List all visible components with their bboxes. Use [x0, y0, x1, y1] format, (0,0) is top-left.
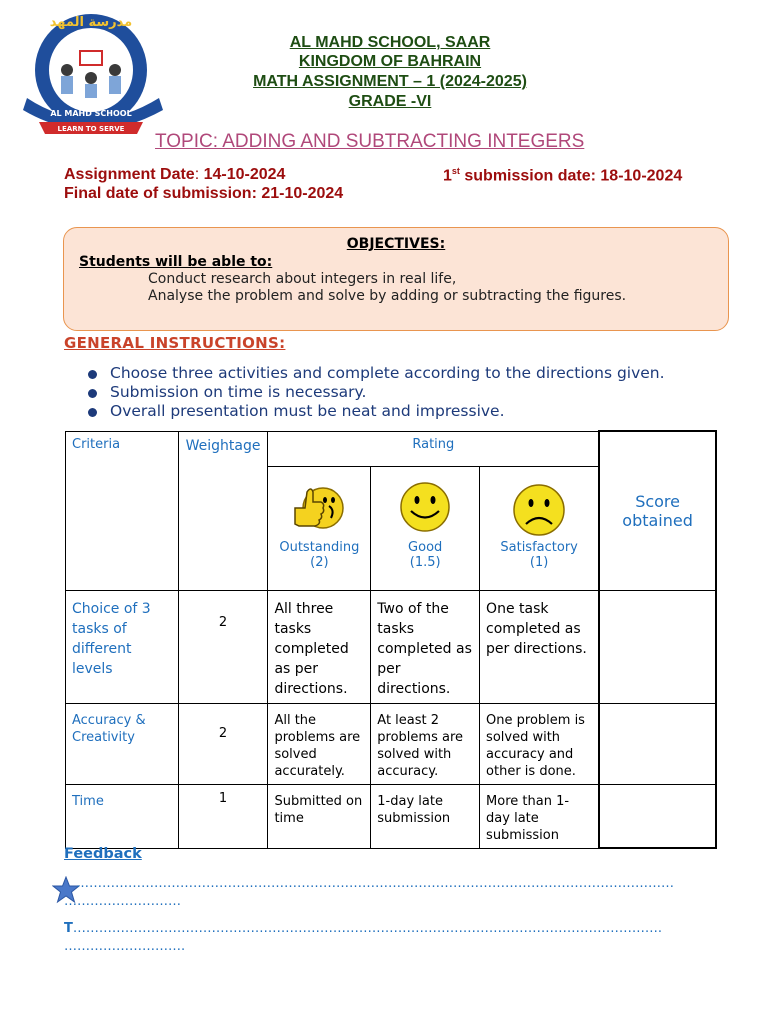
- rating-outstanding: Outstanding (2): [268, 466, 371, 590]
- criteria-cell: Time: [66, 784, 179, 848]
- feedback-line[interactable]: ……………………….: [64, 939, 186, 954]
- assignment-title: MATH ASSIGNMENT – 1 (2024-2025): [253, 73, 527, 90]
- first-submission-date: 1st submission date: 18-10-2024: [443, 166, 683, 185]
- list-item: Submission on time is necessary.: [86, 383, 665, 402]
- weight-cell: 1: [178, 784, 268, 848]
- school-logo: [23, 10, 173, 138]
- thumbs-up-icon: [291, 480, 347, 534]
- good-cell: At least 2 problems are solved with accuracy.: [371, 703, 480, 784]
- score-header: Score obtained: [599, 431, 716, 590]
- assignment-date: Assignment Date: 14-10-2024: [64, 166, 286, 183]
- list-item: Overall presentation must be neat and impressive.: [86, 402, 665, 421]
- logo-motto: LEARN TO SERVE: [57, 125, 125, 133]
- criteria-cell: Accuracy & Creativity: [66, 703, 179, 784]
- outstanding-cell: All the problems are solved accurately.: [268, 703, 371, 784]
- svg-text:مدرسة المهد: مدرسة المهد: [49, 15, 133, 30]
- weight-cell: 2: [178, 703, 268, 784]
- good-cell: Two of the tasks completed as per directions.: [371, 590, 480, 703]
- table-row: [66, 784, 717, 848]
- objective-item: Conduct research about integers in real life,: [148, 271, 457, 287]
- bullet-icon: [88, 370, 97, 379]
- weight-cell: 2: [178, 590, 268, 703]
- school-country: KINGDOM OF BAHRAIN: [298, 53, 482, 70]
- score-cell[interactable]: [599, 590, 716, 703]
- bullet-icon: [88, 389, 97, 398]
- rubric-table: [65, 430, 717, 849]
- list-item: Choose three activities and complete according to the directions given.: [86, 364, 665, 383]
- good-cell: 1-day late submission: [371, 784, 480, 848]
- feedback-title: Feedback: [64, 846, 142, 862]
- objective-item: Analyse the problem and solve by adding or subtracting the figures.: [148, 288, 627, 304]
- bullet-icon: [88, 408, 97, 417]
- outstanding-cell: All three tasks completed as per directions.: [268, 590, 371, 703]
- table-row: [66, 590, 717, 703]
- table-row: [66, 703, 717, 784]
- rating-header: Rating: [268, 431, 599, 466]
- score-cell[interactable]: [599, 784, 716, 848]
- instructions-list: [86, 364, 665, 421]
- score-cell[interactable]: [599, 703, 716, 784]
- logo-school-name: AL MAHD SCHOOL: [50, 109, 132, 118]
- feedback-line[interactable]: ………………………: [64, 894, 181, 909]
- criteria-header: Criteria: [66, 431, 179, 590]
- topic-title: TOPIC: ADDING AND SUBTRACTING INTEGERS: [155, 131, 585, 152]
- school-name: AL MAHD SCHOOL, SAAR: [289, 34, 491, 51]
- outstanding-cell: Submitted on time: [268, 784, 371, 848]
- grade: GRADE -VI: [348, 93, 432, 110]
- criteria-cell: Choice of 3 tasks of different levels: [66, 590, 179, 703]
- objectives-lead: Students will be able to:: [79, 254, 273, 270]
- satisfactory-cell: More than 1-day late submission: [480, 784, 600, 848]
- satisfactory-cell: One task completed as per directions.: [480, 590, 600, 703]
- satisfactory-cell: One problem is solved with accuracy and other is done.: [480, 703, 600, 784]
- feedback-line[interactable]: …………………………………………………………………………………………………………………………: [76, 876, 674, 891]
- rating-satisfactory: Satisfactory (1): [480, 466, 600, 590]
- frown-face-icon: [511, 484, 567, 540]
- objectives-title: OBJECTIVES:: [346, 236, 446, 252]
- weightage-header: Weightage: [178, 431, 268, 590]
- smiley-face-icon: [398, 480, 452, 534]
- feedback-line[interactable]: T……………………………………………………………………………………………………………………….: [64, 921, 663, 936]
- instructions-title: GENERAL INSTRUCTIONS:: [64, 334, 286, 352]
- rating-good: Good (1.5): [371, 466, 480, 590]
- objectives-box: [63, 227, 729, 331]
- final-submission-date: Final date of submission: 21-10-2024: [64, 185, 344, 202]
